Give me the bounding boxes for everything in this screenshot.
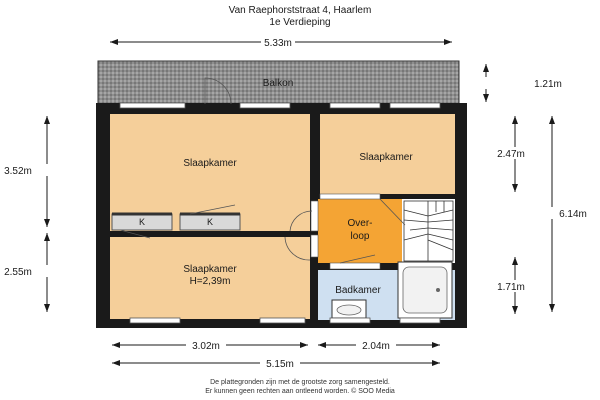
dim-right-total: 6.14m <box>559 209 587 220</box>
label-slaapkamer-1: Slaapkamer <box>183 158 237 169</box>
stairs-area <box>402 199 455 263</box>
disclaimer-line-1: De plattegronden zijn met de grootste zorg samengesteld. <box>210 379 390 386</box>
dim-top-total: 5.33m <box>264 38 292 49</box>
label-ceiling-height: H=2,39m <box>189 276 231 287</box>
dim-bottom-right: 2.04m <box>362 341 390 352</box>
dim-left-upper: 3.52m <box>4 166 32 177</box>
address-title: Van Raephorststraat 4, Haarlem <box>228 5 372 16</box>
dim-left-lower: 2.55m <box>4 267 32 278</box>
label-balkon: Balkon <box>262 78 294 89</box>
dim-bottom-left: 3.02m <box>192 341 220 352</box>
bathtub <box>398 262 452 318</box>
label-badkamer: Badkamer <box>335 285 381 296</box>
label-kast-2: K <box>206 217 214 227</box>
disclaimer-line-2: Er kunnen geen rechten aan ontleend worden. © SOO Media <box>205 388 395 395</box>
dim-bottom-total: 5.15m <box>266 359 294 370</box>
sink <box>332 300 366 318</box>
label-overloop-2: loop <box>350 231 370 242</box>
dim-right-bath: 1.71m <box>497 282 525 293</box>
label-slaapkamer-3: Slaapkamer <box>183 264 237 275</box>
dim-right-room: 2.47m <box>497 149 525 160</box>
label-slaapkamer-2: Slaapkamer <box>359 152 413 163</box>
dim-right-balcony: 1.21m <box>534 79 562 90</box>
floor-title: 1e Verdieping <box>269 17 331 28</box>
label-overloop-1: Over- <box>347 218 373 229</box>
label-kast-1: K <box>138 217 146 227</box>
